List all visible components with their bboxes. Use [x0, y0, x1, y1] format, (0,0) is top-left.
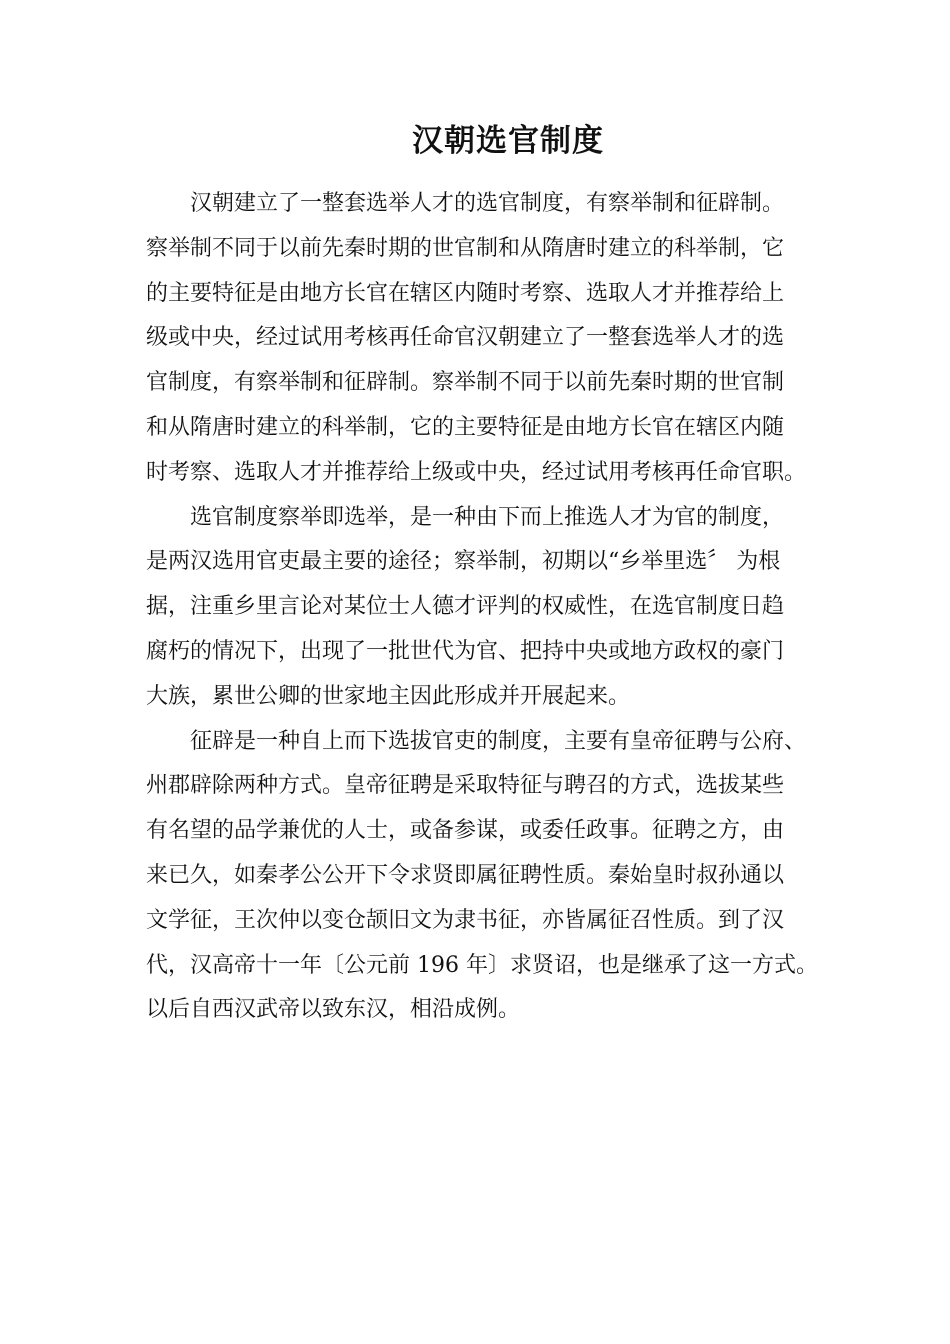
paragraph-3-line-2: 州郡辟除两种方式。皇帝征聘是采取特征与聘召的方式，选拔某些: [146, 773, 785, 799]
paragraph-3-line-3: 有名望的品学兼优的人士，或备参谋，或委任政事。征聘之方，由: [146, 818, 785, 844]
paragraph-2-line-5: 大族，累世公卿的世家地主因此形成并开展起来。: [146, 683, 631, 709]
paragraph-1-line-4: 级或中央，经过试用考核再任命官汉朝建立了一整套选举人才的选: [146, 325, 785, 351]
paragraph-1-line-2: 察举制不同于以前先秦时期的世官制和从隋唐时建立的科举制，它: [146, 235, 785, 261]
paragraph-1-line-5: 官制度，有察举制和征辟制。察举制不同于以前先秦时期的世官制: [146, 370, 785, 396]
document-body: [146, 182, 836, 1033]
paragraph-1-line-3: 的主要特征是由地方长官在辖区内随时考察、选取人才并推荐给上: [146, 280, 785, 306]
paragraph-3-line-7: 以后自西汉武帝以致东汉，相沿成例。: [146, 997, 521, 1023]
paragraph-2-line-1: 选官制度察举即选举，是一种由下而上推选人才为官的制度，: [190, 504, 785, 530]
paragraph-1-line-1: 汉朝建立了一整套选举人才的选官制度，有察举制和征辟制。: [190, 191, 785, 216]
paragraph-2-line-3: 据，注重乡里言论对某位士人德才评判的权威性，在选官制度日趋: [146, 594, 785, 620]
paragraph-2-line-2: 是两汉选用官吏最主要的途径；察举制，初期以“乡举里选〞 为根: [146, 549, 781, 575]
paragraph-3-line-1: 征辟是一种自上而下选拔官吏的制度，主要有皇帝征聘与公府、: [190, 728, 807, 754]
paragraph-1-line-7: 时考察、选取人才并推荐给上级或中央，经过试用考核再任命官职。: [146, 459, 807, 485]
paragraph-2-line-4: 腐朽的情况下，出现了一批世代为官、把持中央或地方政权的豪门: [146, 638, 785, 664]
paragraph-3-line-4: 来已久，如秦孝公公开下令求贤即属征聘性质。秦始皇时叔孙通以: [146, 862, 785, 888]
paragraph-3-line-6: 代，汉高帝十一年〔公元前 196 年〕求贤诏，也是继承了这一方式。: [146, 952, 818, 978]
paragraph-3-line-5: 文学征，王次仲以变仓颉旧文为隶书征，亦皆属征召性质。到了汉: [146, 907, 785, 933]
document-title: 汉朝选官制度: [412, 123, 604, 159]
paragraph-1-line-6: 和从隋唐时建立的科举制，它的主要特征是由地方长官在辖区内随: [146, 414, 785, 440]
